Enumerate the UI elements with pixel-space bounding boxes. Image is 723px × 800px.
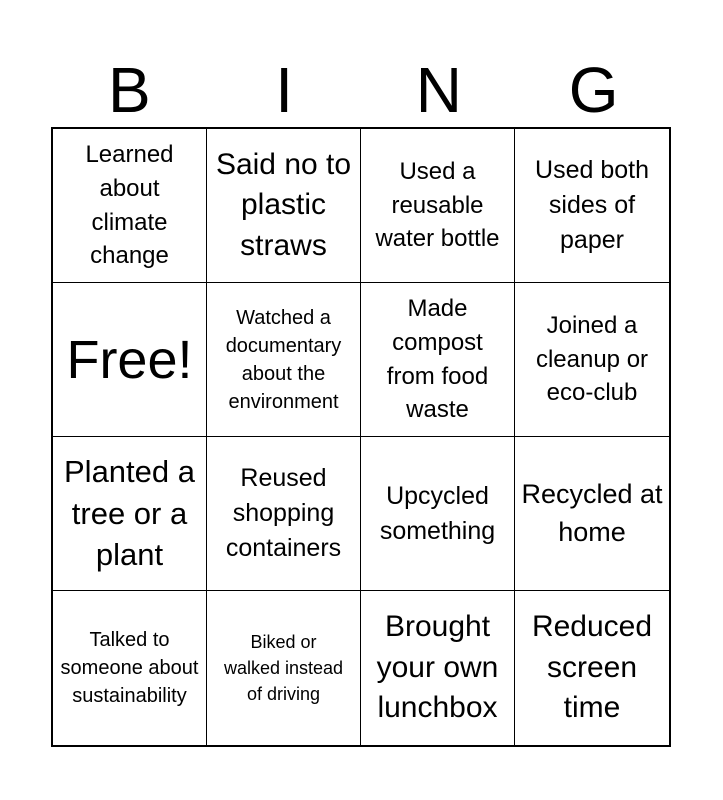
bingo-cell[interactable] [207,591,361,745]
bingo-cell[interactable] [361,437,515,591]
bingo-cell[interactable] [207,283,361,437]
free-space-text: Free! [66,329,193,390]
bingo-cell[interactable] [515,437,669,591]
header-letter-n: N [415,54,462,126]
bingo-cell[interactable] [361,283,515,437]
bingo-cell[interactable] [361,129,515,283]
bingo-cell[interactable] [515,129,669,283]
bingo-cell[interactable] [53,437,207,591]
bingo-cell-text: Reused shopping containers [225,464,342,562]
bingo-cell-text: Brought your own lunchbox [376,610,499,725]
bingo-cell-text: Said no to plastic straws [215,147,352,262]
bingo-cell-text: Learned about climate change [85,141,174,270]
header-letter-i: I [275,54,294,126]
bingo-cell[interactable] [53,129,207,283]
header-letter-b: B [108,54,151,126]
bingo-cell-free[interactable] [53,283,207,437]
bingo-board [51,127,671,747]
bingo-cell-text: Watched a documentary about the environment [225,306,342,413]
bingo-cell-text: Recycled at home [521,478,663,547]
bingo-cell-text: Biked or walked instead of driving [223,631,344,705]
bingo-cell[interactable] [53,591,207,745]
bingo-cell[interactable] [515,591,669,745]
bingo-cell[interactable] [515,283,669,437]
bingo-cell-text: Used a reusable water bottle [375,158,500,253]
bingo-cell-text: Used both sides of paper [535,156,649,254]
bingo-cell-text: Made compost from food waste [386,295,489,424]
bingo-cell-text: Planted a tree or a plant [64,453,195,573]
bingo-cell-text: Talked to someone about sustainability [60,629,199,707]
bingo-header [52,52,671,128]
header-letter-g: G [568,54,619,126]
bingo-cell-text: Reduced screen time [531,610,653,725]
bingo-cell-text: Joined a cleanup or eco-club [535,312,649,407]
bingo-cell[interactable] [361,591,515,745]
bingo-cell[interactable] [207,129,361,283]
bingo-cell[interactable] [207,437,361,591]
bingo-cell-text: Upcycled something [379,481,496,545]
